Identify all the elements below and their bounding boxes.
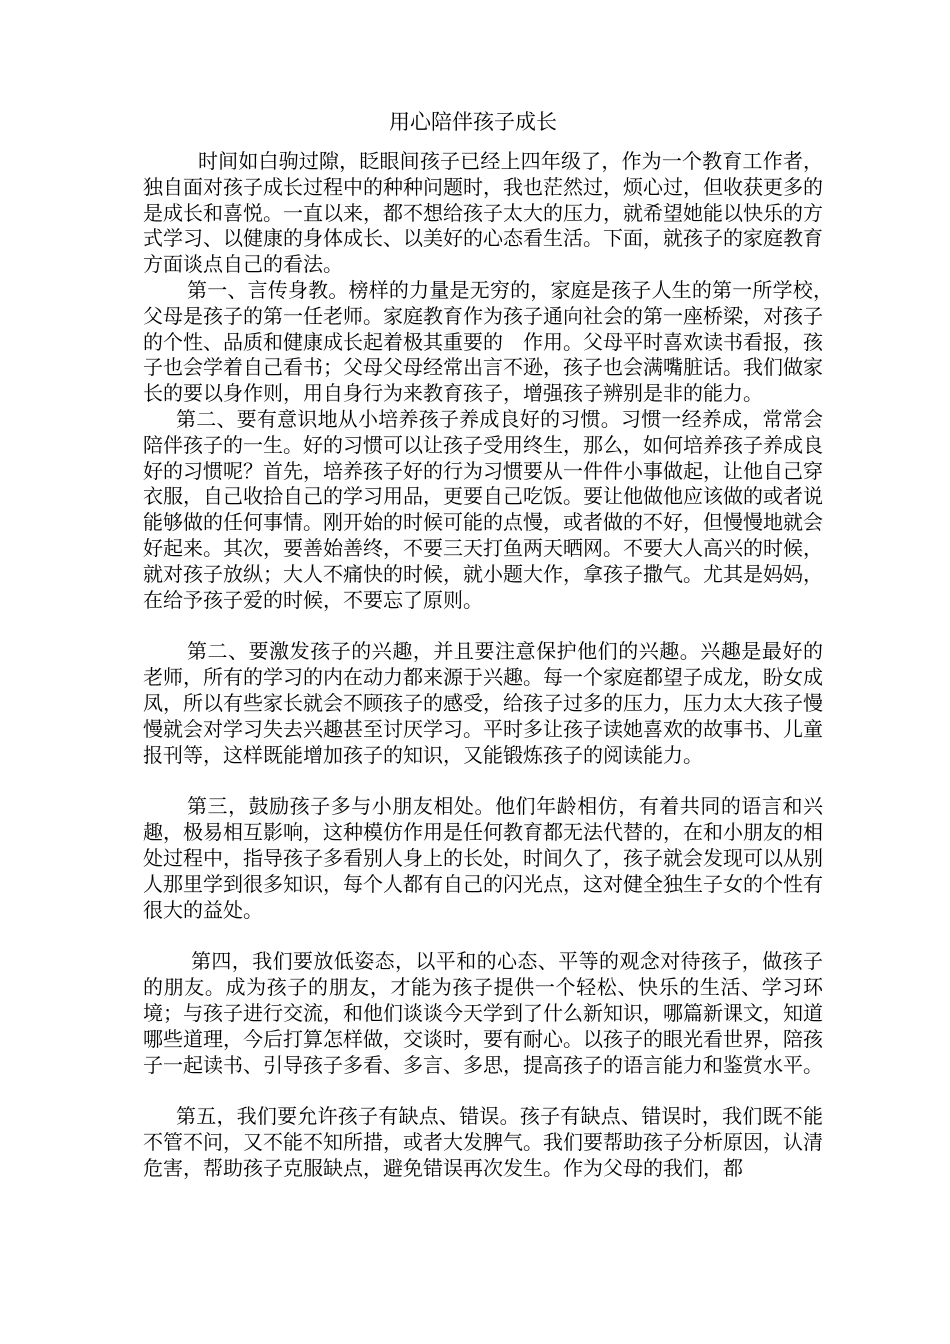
paragraph-point-3: 第三，鼓励孩子多与小朋友相处。他们年龄相仿，有着共同的语言和兴趣，极易相互影响，这种模仿作用是任何教育都无法代替的，在和小朋友的相处过程中，指导孩子多看别人身上的长处，时间久了，孩子就会发现可以从别人那里学到很多知识，每个人都有自己的闪光点，这对健全独生子女的个性有很大的益处。	[143, 794, 823, 922]
paragraph-point-1: 第一、言传身教。榜样的力量是无穷的，家庭是孩子人生的第一所学校， 父母是孩子的第一任老师。家庭教育作为孩子通向社会的第一座桥梁，对孩子的个性、品质和健康成长起着极其重要的 作用。父母平时喜欢读书看报，孩子也会学着自己看书；父母父母经常出言不逊，孩子也会满嘴脏话。我们做家长的要以身作则，用自身行为来教育孩子，增强孩子辨别是非的能力。	[143, 277, 843, 406]
paragraph-point-4: 第四，我们要放低姿态，以平和的心态、平等的观念对待孩子，做孩子的朋友。成为孩子的朋友，才能为孩子提供一个轻松、快乐的生活、学习环境；与孩子进行交流，和他们谈谈今天学到了什么新知识，哪篇新课文，知道哪些道理，今后打算怎样做，交谈时，要有耐心。以孩子的眼光看世界，陪孩子一起读书、引导孩子多看、多言、多思，提高孩子的语言能力和鉴赏水平。	[143, 949, 823, 1077]
document-body	[143, 149, 843, 1182]
paragraph-point-2-habits: 第二、要有意识地从小培养孩子养成良好的习惯。习惯一经养成，常常会陪伴孩子的一生。好的习惯可以让孩子受用终生，那么，如何培养孩子养成良好的习惯呢？首先，培养孩子好的行为习惯要从一件件小事做起，让他自己穿衣服，自己收拾自己的学习用品，更要自己吃饭。要让他做他应该做的或者说能够做的任何事情。刚开始的时候可能的点慢，或者做的不好，但慢慢地就会好起来。其次，要善始善终，不要三天打鱼两天晒网。不要大人高兴的时候，就对孩子放纵；大人不痛快的时候，就小题大作，拿孩子撒气。尤其是妈妈，在给予孩子爱的时候，不要忘了原则。	[143, 406, 823, 612]
paragraph-point-5: 第五，我们要允许孩子有缺点、错误。孩子有缺点、错误时，我们既不能不管不问，又不能不知所措，或者大发脾气。我们要帮助孩子分析原因，认清危害，帮助孩子克服缺点，避免错误再次发生。作为父母的我们，都	[143, 1104, 823, 1180]
document-title-text: 用心陪伴孩子成长	[389, 110, 557, 134]
paragraph-point-2-interest: 第二、要激发孩子的兴趣，并且要注意保护他们的兴趣。兴趣是最好的老师，所有的学习的内在动力都来源于兴趣。每一个家庭都望子成龙，盼女成凤，所以有些家长就会不顾孩子的感受，给孩子过多的压力，压力太大孩子慢慢就会对学习失去兴趣甚至讨厌学习。平时多让孩子读她喜欢的故事书、儿童报刊等，这样既能增加孩子的知识，又能锻炼孩子的阅读能力。	[143, 639, 823, 767]
paragraph-intro: 时间如白驹过隙，眨眼间孩子已经上四年级了，作为一个教育工作者，独自面对孩子成长过程中的种种问题时，我也茫然过，烦心过，但收获更多的是成长和喜悦。一直以来，都不想给孩子太大的压力，就希望她能以快乐的方式学习、以健康的身体成长、以美好的心态看生活。下面，就孩子的家庭教育方面谈点自己的看法。	[143, 149, 823, 277]
document-title	[0, 108, 950, 136]
